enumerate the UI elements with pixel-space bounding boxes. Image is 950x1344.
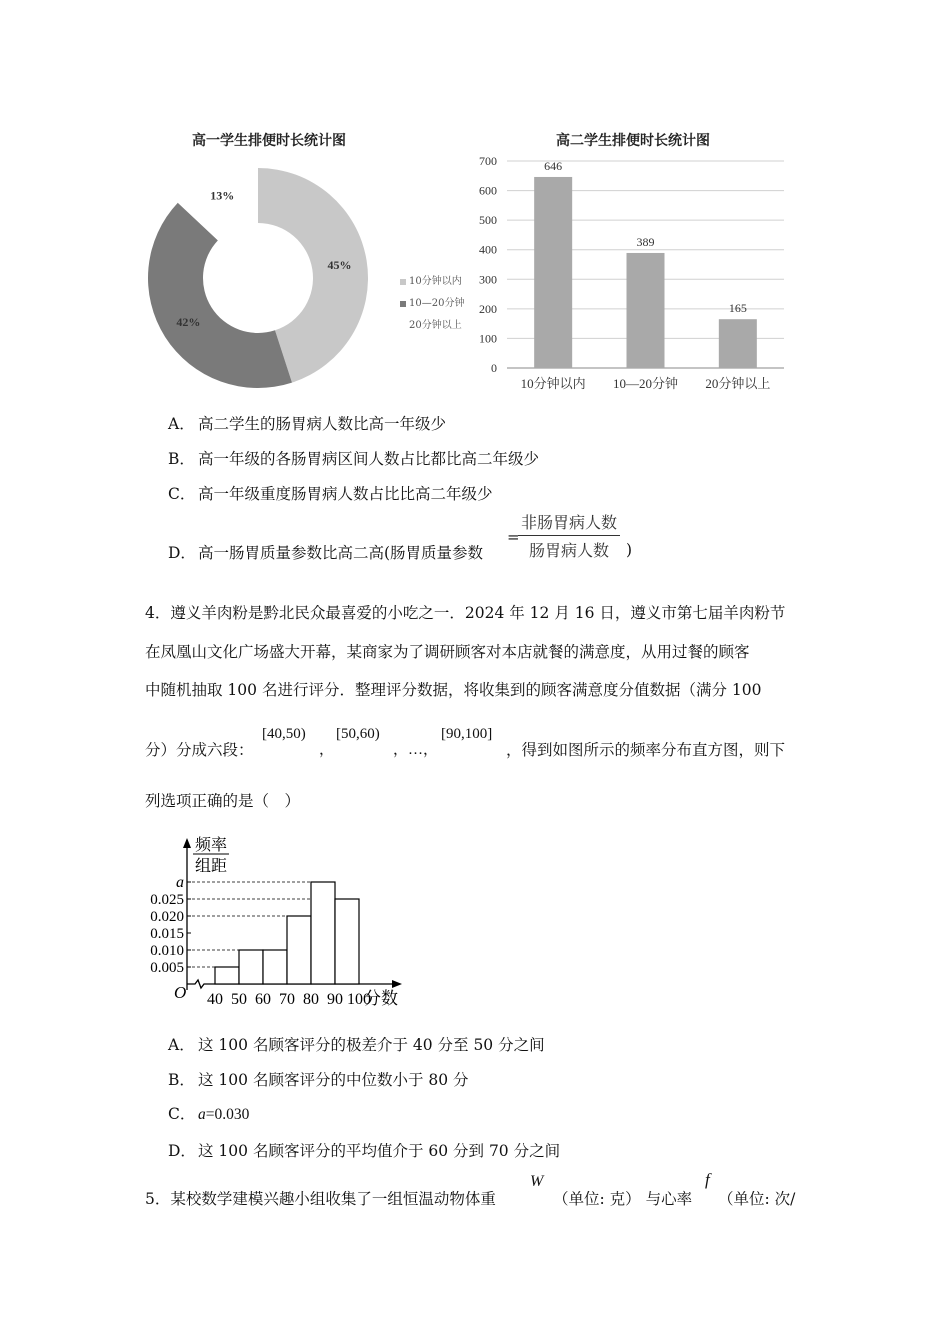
y-tick-label: a [176, 874, 184, 891]
x-tick-label: 80 [303, 991, 319, 1008]
y-axis-arrow [183, 838, 191, 848]
option-letter: B． [168, 1071, 195, 1089]
legend-swatch-2 [400, 301, 406, 307]
bar-ytick-label: 400 [479, 242, 497, 257]
fraction-close-paren: ) [626, 541, 633, 559]
option-letter: A． [168, 1036, 195, 1054]
bar-ytick-label: 200 [479, 301, 497, 316]
fraction-denominator: 肠胃病人数 [529, 541, 610, 560]
interval-40-50: [40,50) [262, 726, 306, 742]
variable-a: a [198, 1106, 206, 1123]
pie-chart [140, 160, 380, 400]
bar-chart [470, 150, 790, 400]
legend-label-2: 10—20分钟 [409, 298, 465, 309]
q3-option-a [168, 412, 446, 434]
histogram-bar-2 [239, 950, 263, 984]
interval-ellipsis: ，…， [393, 742, 439, 758]
option-letter: C． [168, 1105, 196, 1123]
option-letter: D． [168, 544, 196, 562]
option-letter: B． [168, 450, 195, 468]
variable-f: f [705, 1170, 710, 1189]
x-tick-label: 60 [255, 991, 271, 1008]
pie-label-2: 42% [176, 315, 201, 330]
bar-ytick-label: 700 [479, 154, 497, 168]
x-axis-label: 分数 [364, 989, 398, 1008]
q4-option-c [168, 1102, 249, 1124]
variable-w: W [530, 1173, 544, 1190]
legend-label-3: 20分钟以上 [409, 320, 462, 331]
q4-option-a [168, 1033, 545, 1055]
x-tick-label: 70 [279, 991, 295, 1008]
option-text: 这 100 名顾客评分的中位数小于 80 分 [198, 1071, 469, 1089]
bar-ytick-label: 100 [479, 331, 497, 346]
interval-comma: ， [319, 742, 335, 758]
legend-item-2 [400, 294, 464, 309]
histogram-bar-6 [335, 899, 359, 984]
fraction [518, 510, 620, 561]
pie-label-3: 13% [210, 188, 235, 203]
bar-data-label: 389 [636, 234, 655, 249]
option-letter: A． [168, 415, 195, 433]
bar-category-label: 10—20分钟 [612, 376, 679, 391]
q5-text-c: （单位: 次/ [718, 1190, 796, 1208]
histogram-bar-4 [287, 916, 311, 984]
bar-category-label: 10分钟以内 [520, 376, 586, 391]
y-label-numerator: 频率 [195, 837, 228, 854]
option-text: 高二学生的肠胃病人数比高一年级少 [198, 415, 447, 433]
q5-text-a: 5．某校数学建模兴趣小组收集了一组恒温动物体重 [145, 1190, 496, 1208]
interval-90-100: [90,100] [441, 726, 493, 742]
y-tick-label: 0.005 [150, 960, 184, 976]
option-text: 高一年级的各肠胃病区间人数占比都比高二年级少 [198, 450, 540, 468]
y-tick-label: 0.010 [150, 943, 184, 959]
option-letter: D． [168, 1142, 196, 1160]
y-tick-label: 0.025 [150, 892, 184, 908]
fraction-equals: = [507, 528, 520, 546]
bar-chart-title: 高二学生排便时长统计图 [556, 133, 710, 149]
bar-ytick-label: 0 [491, 361, 497, 375]
y-tick-label: 0.020 [150, 909, 184, 925]
q4-option-b [168, 1068, 469, 1090]
pie-chart-title: 高一学生排便时长统计图 [192, 133, 346, 149]
legend-item-3 [400, 316, 464, 331]
interval-50-60: [50,60) [336, 726, 380, 742]
q4-line-1: 4．遵义羊肉粉是黔北民众最喜爱的小吃之一．2024 年 12 月 16 日，遵义市第七届羊肉粉节 [145, 604, 786, 622]
y-label-denominator: 组距 [195, 858, 228, 875]
q4-line-5: 列选项正确的是（ ） [145, 792, 301, 810]
x-axis-arrow [392, 980, 402, 988]
bar-category-label: 20分钟以上 [705, 376, 771, 391]
legend-item-1 [400, 272, 464, 287]
bar-ytick-label: 600 [479, 183, 497, 198]
bar-3 [719, 319, 757, 368]
x-tick-label: 90 [327, 991, 343, 1008]
q4-option-d [168, 1139, 560, 1161]
q4-line-3: 中随机抽取 100 名进行评分．整理评分数据，将收集到的顾客满意度分值数据（满分 100 [145, 681, 762, 699]
q3-option-b [168, 447, 539, 469]
legend-swatch-1 [400, 279, 406, 285]
fraction-numerator: 非肠胃病人数 [518, 510, 620, 536]
y-tick-label: 0.015 [150, 926, 184, 942]
histogram [140, 828, 430, 1013]
option-text: 高一肠胃质量参数比高二高(肠胃质量参数 [198, 544, 484, 562]
bar-1 [534, 177, 572, 368]
q4-line-2: 在凤凰山文化广场盛大开幕，某商家为了调研顾客对本店就餐的满意度，从用过餐的顾客 [145, 643, 750, 661]
x-tick-label: 40 [207, 991, 223, 1008]
bar-data-label: 165 [728, 301, 747, 316]
histogram-bar-3 [263, 950, 287, 984]
option-text: =0.030 [205, 1106, 250, 1123]
option-letter: C． [168, 485, 196, 503]
pie-legend [400, 272, 464, 331]
x-tick-label: 100 [347, 991, 371, 1008]
bar-ytick-label: 300 [479, 272, 497, 287]
option-text: 这 100 名顾客评分的平均值介于 60 分到 70 分之间 [198, 1142, 561, 1160]
q5-text-b: （单位: 克） 与心率 [553, 1190, 693, 1208]
q3-option-d [168, 541, 483, 563]
histogram-bar-5 [311, 882, 335, 984]
bar-data-label: 646 [544, 158, 563, 173]
pie-label-1: 45% [327, 258, 352, 273]
q3-option-c [168, 482, 493, 504]
q4-line-4a: 分）分成六段： [145, 741, 254, 759]
bar-ytick-label: 500 [479, 213, 497, 228]
option-text: 这 100 名顾客评分的极差介于 40 分至 50 分之间 [198, 1036, 545, 1054]
origin-label: O [174, 983, 187, 1002]
legend-label-1: 10分钟以内 [409, 276, 462, 287]
x-tick-label: 50 [231, 991, 247, 1008]
histogram-bar-1 [215, 967, 239, 984]
option-text: 高一年级重度肠胃病人数占比比高二年级少 [198, 485, 493, 503]
q4-line-4b: ，得到如图所示的频率分布直方图，则下 [506, 741, 786, 759]
bar-2 [627, 253, 665, 368]
